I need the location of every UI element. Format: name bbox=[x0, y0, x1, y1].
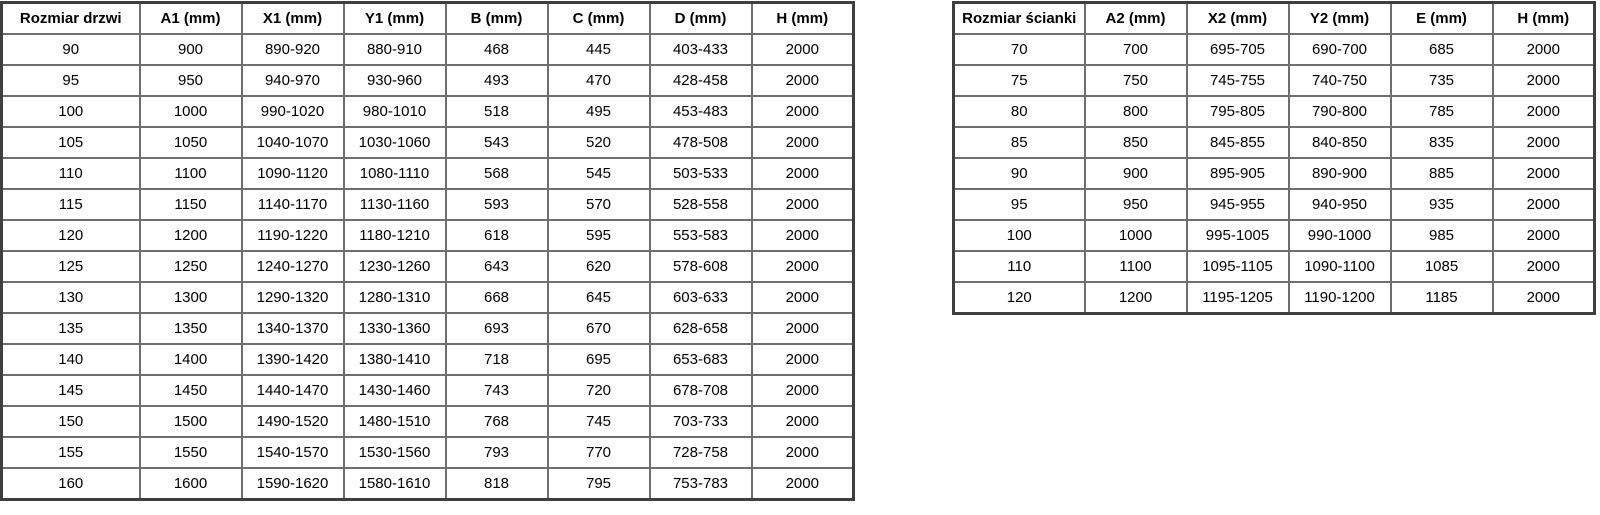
table-cell: 520 bbox=[548, 127, 650, 158]
table-cell: 120 bbox=[2, 220, 140, 251]
table-cell: 985 bbox=[1391, 220, 1493, 251]
table-cell: 543 bbox=[446, 127, 548, 158]
wall-table-body bbox=[954, 34, 1595, 314]
table-cell: 1200 bbox=[1085, 282, 1187, 314]
table-cell: 2000 bbox=[1493, 127, 1595, 158]
table-cell: 840-850 bbox=[1289, 127, 1391, 158]
table-cell: 720 bbox=[548, 375, 650, 406]
table-cell: 428-458 bbox=[650, 65, 752, 96]
table-cell: 745 bbox=[548, 406, 650, 437]
table-row bbox=[954, 158, 1595, 189]
table-cell: 700 bbox=[1085, 34, 1187, 65]
table-row bbox=[2, 282, 854, 313]
table-cell: 90 bbox=[2, 34, 140, 65]
table-cell: 603-633 bbox=[650, 282, 752, 313]
table-cell: 900 bbox=[140, 34, 242, 65]
table-cell: 1090-1120 bbox=[242, 158, 344, 189]
table-cell: 845-855 bbox=[1187, 127, 1289, 158]
table-cell: 890-920 bbox=[242, 34, 344, 65]
table-cell: 1150 bbox=[140, 189, 242, 220]
table-cell: 2000 bbox=[1493, 282, 1595, 314]
table-cell: 70 bbox=[954, 34, 1085, 65]
table-cell: 110 bbox=[954, 251, 1085, 282]
table-cell: 2000 bbox=[752, 282, 854, 313]
table-row bbox=[2, 375, 854, 406]
table-cell: 618 bbox=[446, 220, 548, 251]
table-row bbox=[2, 96, 854, 127]
table-cell: 100 bbox=[954, 220, 1085, 251]
table-cell: 1380-1410 bbox=[344, 344, 446, 375]
table-cell: 695 bbox=[548, 344, 650, 375]
table-row bbox=[954, 65, 1595, 96]
table-cell: 1095-1105 bbox=[1187, 251, 1289, 282]
table-cell: 2000 bbox=[752, 406, 854, 437]
table-cell: 743 bbox=[446, 375, 548, 406]
table-cell: 470 bbox=[548, 65, 650, 96]
table-cell: 940-950 bbox=[1289, 189, 1391, 220]
table-row bbox=[2, 468, 854, 500]
table-cell: 1430-1460 bbox=[344, 375, 446, 406]
table-cell: 2000 bbox=[752, 437, 854, 468]
table-row bbox=[2, 251, 854, 282]
table-cell: 793 bbox=[446, 437, 548, 468]
header-cell: A1 (mm) bbox=[140, 3, 242, 35]
table-cell: 1500 bbox=[140, 406, 242, 437]
table-row bbox=[954, 127, 1595, 158]
wall-table-header-row bbox=[954, 3, 1595, 35]
header-cell: Y1 (mm) bbox=[344, 3, 446, 35]
header-cell: Rozmiar ścianki bbox=[954, 3, 1085, 35]
table-cell: 453-483 bbox=[650, 96, 752, 127]
table-cell: 950 bbox=[140, 65, 242, 96]
table-cell: 795 bbox=[548, 468, 650, 500]
table-cell: 930-960 bbox=[344, 65, 446, 96]
table-cell: 1240-1270 bbox=[242, 251, 344, 282]
table-cell: 693 bbox=[446, 313, 548, 344]
table-cell: 1130-1160 bbox=[344, 189, 446, 220]
table-cell: 2000 bbox=[752, 65, 854, 96]
table-row bbox=[2, 344, 854, 375]
table-cell: 503-533 bbox=[650, 158, 752, 189]
door-size-table bbox=[0, 1, 855, 501]
table-cell: 980-1010 bbox=[344, 96, 446, 127]
table-row bbox=[954, 96, 1595, 127]
table-cell: 1040-1070 bbox=[242, 127, 344, 158]
table-cell: 1200 bbox=[140, 220, 242, 251]
table-row bbox=[954, 34, 1595, 65]
table-cell: 135 bbox=[2, 313, 140, 344]
table-cell: 895-905 bbox=[1187, 158, 1289, 189]
table-cell: 1440-1470 bbox=[242, 375, 344, 406]
wall-size-table bbox=[952, 1, 1596, 315]
table-cell: 100 bbox=[2, 96, 140, 127]
table-cell: 1190-1220 bbox=[242, 220, 344, 251]
table-cell: 553-583 bbox=[650, 220, 752, 251]
table-cell: 1590-1620 bbox=[242, 468, 344, 500]
header-cell: D (mm) bbox=[650, 3, 752, 35]
table-cell: 130 bbox=[2, 282, 140, 313]
table-cell: 545 bbox=[548, 158, 650, 189]
table-cell: 678-708 bbox=[650, 375, 752, 406]
table-cell: 2000 bbox=[1493, 189, 1595, 220]
table-cell: 2000 bbox=[1493, 220, 1595, 251]
table-cell: 1085 bbox=[1391, 251, 1493, 282]
table-cell: 150 bbox=[2, 406, 140, 437]
table-cell: 1030-1060 bbox=[344, 127, 446, 158]
table-cell: 1280-1310 bbox=[344, 282, 446, 313]
table-cell: 1090-1100 bbox=[1289, 251, 1391, 282]
table-cell: 1140-1170 bbox=[242, 189, 344, 220]
header-cell: H (mm) bbox=[1493, 3, 1595, 35]
door-table-body bbox=[2, 34, 854, 500]
table-row bbox=[954, 251, 1595, 282]
table-cell: 885 bbox=[1391, 158, 1493, 189]
table-cell: 155 bbox=[2, 437, 140, 468]
table-cell: 493 bbox=[446, 65, 548, 96]
table-cell: 2000 bbox=[752, 220, 854, 251]
table-row bbox=[954, 189, 1595, 220]
header-cell: B (mm) bbox=[446, 3, 548, 35]
table-cell: 80 bbox=[954, 96, 1085, 127]
table-cell: 2000 bbox=[752, 127, 854, 158]
table-row bbox=[2, 189, 854, 220]
table-cell: 468 bbox=[446, 34, 548, 65]
table-cell: 2000 bbox=[1493, 251, 1595, 282]
table-cell: 595 bbox=[548, 220, 650, 251]
table-cell: 2000 bbox=[1493, 65, 1595, 96]
table-cell: 75 bbox=[954, 65, 1085, 96]
table-cell: 800 bbox=[1085, 96, 1187, 127]
table-cell: 653-683 bbox=[650, 344, 752, 375]
table-cell: 120 bbox=[954, 282, 1085, 314]
table-cell: 818 bbox=[446, 468, 548, 500]
table-cell: 2000 bbox=[752, 251, 854, 282]
table-cell: 728-758 bbox=[650, 437, 752, 468]
table-cell: 1190-1200 bbox=[1289, 282, 1391, 314]
table-cell: 880-910 bbox=[344, 34, 446, 65]
table-cell: 1340-1370 bbox=[242, 313, 344, 344]
door-table-header-row bbox=[2, 3, 854, 35]
table-row bbox=[2, 220, 854, 251]
table-cell: 1300 bbox=[140, 282, 242, 313]
table-cell: 90 bbox=[954, 158, 1085, 189]
table-cell: 2000 bbox=[752, 344, 854, 375]
table-cell: 403-433 bbox=[650, 34, 752, 65]
header-cell: Y2 (mm) bbox=[1289, 3, 1391, 35]
table-cell: 750 bbox=[1085, 65, 1187, 96]
table-cell: 2000 bbox=[752, 34, 854, 65]
table-cell: 1480-1510 bbox=[344, 406, 446, 437]
table-cell: 2000 bbox=[752, 468, 854, 500]
table-cell: 990-1020 bbox=[242, 96, 344, 127]
table-row bbox=[2, 406, 854, 437]
table-cell: 795-805 bbox=[1187, 96, 1289, 127]
table-cell: 745-755 bbox=[1187, 65, 1289, 96]
table-cell: 95 bbox=[954, 189, 1085, 220]
table-cell: 950 bbox=[1085, 189, 1187, 220]
table-cell: 528-558 bbox=[650, 189, 752, 220]
table-cell: 620 bbox=[548, 251, 650, 282]
header-cell: X2 (mm) bbox=[1187, 3, 1289, 35]
table-cell: 1290-1320 bbox=[242, 282, 344, 313]
table-cell: 2000 bbox=[1493, 158, 1595, 189]
table-cell: 1000 bbox=[1085, 220, 1187, 251]
table-cell: 2000 bbox=[752, 189, 854, 220]
table-cell: 685 bbox=[1391, 34, 1493, 65]
table-cell: 593 bbox=[446, 189, 548, 220]
table-cell: 568 bbox=[446, 158, 548, 189]
header-cell: X1 (mm) bbox=[242, 3, 344, 35]
table-cell: 495 bbox=[548, 96, 650, 127]
table-row bbox=[2, 158, 854, 189]
table-cell: 690-700 bbox=[1289, 34, 1391, 65]
table-cell: 900 bbox=[1085, 158, 1187, 189]
table-cell: 105 bbox=[2, 127, 140, 158]
table-cell: 990-1000 bbox=[1289, 220, 1391, 251]
table-cell: 995-1005 bbox=[1187, 220, 1289, 251]
table-cell: 628-658 bbox=[650, 313, 752, 344]
header-cell: E (mm) bbox=[1391, 3, 1493, 35]
table-cell: 115 bbox=[2, 189, 140, 220]
table-cell: 478-508 bbox=[650, 127, 752, 158]
table-cell: 785 bbox=[1391, 96, 1493, 127]
header-cell: Rozmiar drzwi bbox=[2, 3, 140, 35]
table-cell: 518 bbox=[446, 96, 548, 127]
table-cell: 2000 bbox=[752, 375, 854, 406]
table-cell: 145 bbox=[2, 375, 140, 406]
table-cell: 2000 bbox=[752, 313, 854, 344]
table-cell: 1530-1560 bbox=[344, 437, 446, 468]
table-cell: 578-608 bbox=[650, 251, 752, 282]
table-row bbox=[954, 282, 1595, 314]
table-row bbox=[2, 437, 854, 468]
table-cell: 768 bbox=[446, 406, 548, 437]
table-cell: 835 bbox=[1391, 127, 1493, 158]
table-cell: 110 bbox=[2, 158, 140, 189]
header-cell: H (mm) bbox=[752, 3, 854, 35]
table-cell: 1400 bbox=[140, 344, 242, 375]
table-cell: 790-800 bbox=[1289, 96, 1391, 127]
table-cell: 1600 bbox=[140, 468, 242, 500]
table-cell: 940-970 bbox=[242, 65, 344, 96]
header-cell: A2 (mm) bbox=[1085, 3, 1187, 35]
table-cell: 1330-1360 bbox=[344, 313, 446, 344]
table-cell: 1390-1420 bbox=[242, 344, 344, 375]
table-row bbox=[2, 127, 854, 158]
table-cell: 1450 bbox=[140, 375, 242, 406]
table-cell: 1195-1205 bbox=[1187, 282, 1289, 314]
table-cell: 770 bbox=[548, 437, 650, 468]
table-cell: 645 bbox=[548, 282, 650, 313]
table-cell: 1540-1570 bbox=[242, 437, 344, 468]
header-cell: C (mm) bbox=[548, 3, 650, 35]
table-cell: 2000 bbox=[1493, 34, 1595, 65]
table-cell: 85 bbox=[954, 127, 1085, 158]
table-cell: 753-783 bbox=[650, 468, 752, 500]
table-row bbox=[954, 220, 1595, 251]
table-cell: 1250 bbox=[140, 251, 242, 282]
table-cell: 1100 bbox=[140, 158, 242, 189]
table-cell: 570 bbox=[548, 189, 650, 220]
table-cell: 703-733 bbox=[650, 406, 752, 437]
table-cell: 2000 bbox=[752, 96, 854, 127]
table-cell: 1490-1520 bbox=[242, 406, 344, 437]
table-cell: 1050 bbox=[140, 127, 242, 158]
table-cell: 2000 bbox=[1493, 96, 1595, 127]
table-cell: 1080-1110 bbox=[344, 158, 446, 189]
table-row bbox=[2, 313, 854, 344]
table-cell: 668 bbox=[446, 282, 548, 313]
table-cell: 1580-1610 bbox=[344, 468, 446, 500]
table-cell: 740-750 bbox=[1289, 65, 1391, 96]
table-cell: 445 bbox=[548, 34, 650, 65]
table-cell: 140 bbox=[2, 344, 140, 375]
table-cell: 160 bbox=[2, 468, 140, 500]
table-row bbox=[2, 65, 854, 96]
table-cell: 2000 bbox=[752, 158, 854, 189]
table-cell: 850 bbox=[1085, 127, 1187, 158]
table-cell: 1185 bbox=[1391, 282, 1493, 314]
table-cell: 670 bbox=[548, 313, 650, 344]
table-cell: 718 bbox=[446, 344, 548, 375]
table-cell: 1350 bbox=[140, 313, 242, 344]
table-cell: 1550 bbox=[140, 437, 242, 468]
table-cell: 945-955 bbox=[1187, 189, 1289, 220]
table-cell: 643 bbox=[446, 251, 548, 282]
table-row bbox=[2, 34, 854, 65]
table-cell: 935 bbox=[1391, 189, 1493, 220]
table-cell: 735 bbox=[1391, 65, 1493, 96]
table-cell: 890-900 bbox=[1289, 158, 1391, 189]
table-cell: 1180-1210 bbox=[344, 220, 446, 251]
table-cell: 95 bbox=[2, 65, 140, 96]
table-cell: 695-705 bbox=[1187, 34, 1289, 65]
table-cell: 1100 bbox=[1085, 251, 1187, 282]
table-cell: 1230-1260 bbox=[344, 251, 446, 282]
table-cell: 1000 bbox=[140, 96, 242, 127]
table-cell: 125 bbox=[2, 251, 140, 282]
